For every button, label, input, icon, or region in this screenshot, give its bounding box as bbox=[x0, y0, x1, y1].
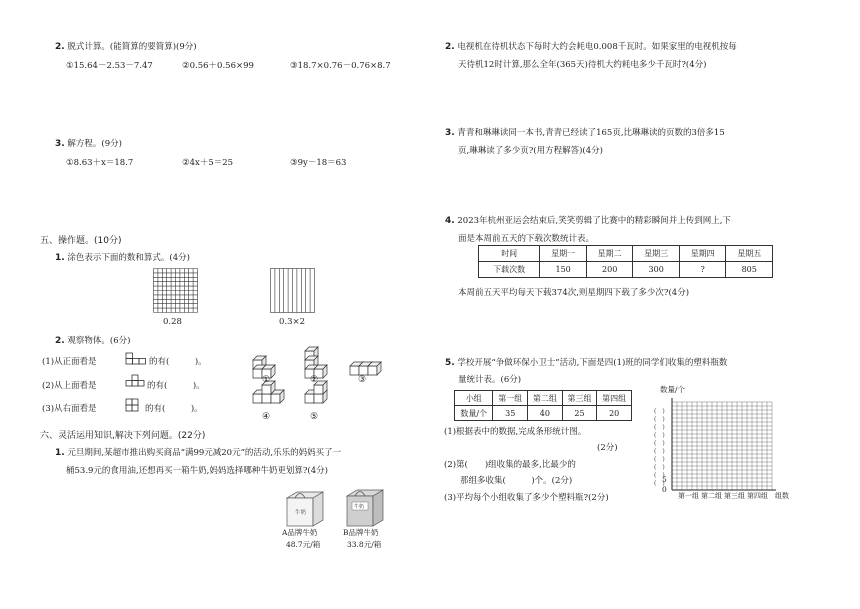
p5-line1 bbox=[445, 356, 727, 368]
table-header-cell: 小组 bbox=[455, 391, 493, 406]
q2-item-1: ①15.64－2.53－7.47 bbox=[66, 61, 153, 71]
cube-block bbox=[368, 362, 381, 375]
obs-suffix: 的有( )。 bbox=[145, 404, 203, 414]
p2-line1 bbox=[445, 40, 737, 52]
table-cell: 300 bbox=[633, 262, 680, 278]
figure-label-3: ③ bbox=[358, 375, 367, 385]
table-cell: ? bbox=[679, 262, 726, 278]
y-tick-blank: ( ) bbox=[654, 432, 665, 439]
cube-block bbox=[271, 390, 284, 403]
label-0-3x2: 0.3×2 bbox=[279, 317, 306, 327]
q3-item-1: ①8.63＋x＝18.7 bbox=[66, 158, 134, 168]
milk-box-a-icon bbox=[283, 488, 327, 528]
obs-row-2 bbox=[42, 379, 97, 391]
front-view-shape-icon bbox=[125, 352, 147, 365]
op2-header bbox=[55, 334, 130, 346]
table-header-cell: 星期二 bbox=[586, 246, 633, 262]
p5-sub2b: 那组多收集( )个。(2分) bbox=[460, 476, 573, 486]
q2-header bbox=[55, 40, 197, 52]
table-cell: 20 bbox=[597, 406, 632, 421]
obs-label: (3)从右面看是 bbox=[42, 404, 97, 414]
figure-label-4: ④ bbox=[262, 412, 271, 422]
table-cell: 数量/个 bbox=[455, 406, 493, 421]
milk-box-a-text: 牛奶 bbox=[295, 510, 307, 516]
question-text: 涂色表示下面的数和算式。(4分) bbox=[67, 253, 190, 263]
y-tick-blank: ( ) bbox=[654, 440, 665, 447]
section-5-title: 五、操作题。(10分) bbox=[40, 236, 122, 246]
figure-label-2: ② bbox=[310, 375, 319, 385]
obs-row-3 bbox=[42, 402, 97, 414]
chart-x-label-4: 第四组 bbox=[747, 492, 768, 500]
p5-sub3: (3)平均每个小组收集了多少个塑料瓶?(2分) bbox=[444, 493, 609, 503]
q2-item-2: ②0.56＋0.56×99 bbox=[182, 61, 254, 71]
question-text: 观察物体。(6分) bbox=[67, 336, 131, 346]
question-text: 电视机在待机状态下每时大约会耗电0.008千瓦时。如果家里的电视机按每 bbox=[457, 42, 737, 52]
p4-line1 bbox=[445, 214, 731, 226]
y-tick-blank: ( ) bbox=[654, 472, 665, 479]
question-number: 2. bbox=[55, 42, 65, 52]
question-number: 3. bbox=[445, 128, 455, 138]
table-header-cell: 星期一 bbox=[540, 246, 587, 262]
milk-a-name: A品牌牛奶 bbox=[282, 528, 318, 537]
table-cell: 805 bbox=[726, 262, 773, 278]
chart-x-label-2: 第二组 bbox=[701, 492, 722, 500]
table-cell: 40 bbox=[528, 406, 563, 421]
q2-item-3: ③18.7×0.76－0.76×8.7 bbox=[290, 61, 391, 71]
bar-chart-grid[interactable] bbox=[641, 396, 781, 496]
question-number: 4. bbox=[445, 216, 455, 226]
question-text: 学校开展“争做环保小卫士”活动,下面是四(1)班的同学们收集的塑料瓶数 bbox=[457, 358, 728, 368]
download-table bbox=[478, 245, 773, 278]
p3-line2: 页,琳琳读了多少页?(用方程解答)(4分) bbox=[458, 146, 603, 156]
y-tick-blank: ( ) bbox=[654, 464, 665, 471]
q3-item-2: ②4x＋5＝25 bbox=[182, 158, 234, 168]
table-cell: 下载次数 bbox=[479, 262, 540, 278]
table-header-cell: 时间 bbox=[479, 246, 540, 262]
table-header-cell: 星期三 bbox=[633, 246, 680, 262]
p4-line3: 本周前五天平均每天下载374次,则星期四下载了多少次?(4分) bbox=[458, 288, 690, 298]
question-number: 2. bbox=[445, 42, 455, 52]
y-tick-blank: ( ) bbox=[654, 448, 665, 455]
y-tick-blank: ( ) bbox=[654, 456, 665, 463]
section-6-title: 六、灵活运用知识,解决下列问题。(22分) bbox=[40, 431, 206, 441]
p4-line2: 面是本周前五天的下载次数统计表。 bbox=[458, 234, 595, 244]
q3-item-3: ③9y－18＝63 bbox=[290, 158, 347, 168]
question-text: 2023年杭州亚运会结束后,笑笑剪辑了比赛中的精彩瞬间并上传到网上,下 bbox=[457, 216, 731, 226]
p1-line2: 桶53.9元的食用油,还想再买一箱牛奶,妈妈选择哪种牛奶更划算?(4分) bbox=[66, 466, 328, 476]
figure-label-5: ⑤ bbox=[310, 412, 319, 422]
question-number: 2. bbox=[55, 336, 65, 346]
p5-sub1: (1)根据表中的数据,完成条形统计图。 bbox=[444, 427, 587, 437]
chart-y-5: 5 bbox=[662, 475, 667, 484]
milk-b-price: 33.8元/箱 bbox=[347, 540, 382, 549]
milk-a-price: 48.7元/箱 bbox=[286, 540, 321, 549]
milk-b-name: B品牌牛奶 bbox=[343, 528, 379, 537]
question-text: 脱式计算。(能简算的要简算)(9分) bbox=[67, 42, 197, 52]
q3-header bbox=[55, 137, 122, 149]
table-cell: 25 bbox=[562, 406, 597, 421]
op1-header bbox=[55, 251, 190, 263]
milk-box-b-text: 牛奶 bbox=[354, 504, 365, 510]
p3-line1 bbox=[445, 126, 725, 138]
milk-box-b-icon bbox=[343, 486, 387, 528]
question-text: 解方程。(9分) bbox=[67, 139, 122, 149]
bottle-table bbox=[454, 390, 632, 421]
table-cell: 150 bbox=[540, 262, 587, 278]
p5-line2: 量统计表。(6分) bbox=[458, 375, 522, 385]
question-number: 1. bbox=[55, 253, 65, 263]
chart-x-label-1: 第一组 bbox=[678, 492, 699, 500]
question-text: 青青和琳琳读同一本书,青青已经读了165页,比琳琳读的页数的3倍多15 bbox=[457, 128, 725, 138]
top-view-shape-icon bbox=[125, 374, 145, 387]
tenth-strips[interactable] bbox=[270, 268, 315, 313]
table-header-cell: 星期五 bbox=[726, 246, 773, 262]
table-header-cell: 第二组 bbox=[528, 391, 563, 406]
obs-label: (1)从正面看是 bbox=[42, 357, 97, 367]
obs-label: (2)从上面看是 bbox=[42, 381, 97, 391]
y-tick-blank: ( ) bbox=[654, 416, 665, 423]
obs-row-1 bbox=[42, 355, 97, 367]
table-header-cell: 第三组 bbox=[562, 391, 597, 406]
table-cell: 200 bbox=[586, 262, 633, 278]
y-tick-blank: ( ) bbox=[654, 424, 665, 431]
obs-suffix: 的有( )。 bbox=[147, 381, 205, 391]
chart-x-label-3: 第三组 bbox=[724, 492, 745, 500]
question-number: 3. bbox=[55, 139, 65, 149]
p1-line1 bbox=[55, 446, 341, 458]
y-tick-blank: ( ) bbox=[654, 480, 665, 487]
chart-y-label: 数量/个 bbox=[660, 385, 686, 394]
right-view-shape-icon bbox=[125, 398, 140, 412]
table-header-cell: 第四组 bbox=[597, 391, 632, 406]
chart-y-0: 0 bbox=[662, 485, 667, 494]
question-number: 5. bbox=[445, 358, 455, 368]
table-header-cell: 第一组 bbox=[493, 391, 528, 406]
question-number: 1. bbox=[55, 448, 65, 458]
figure-label-1: ① bbox=[262, 375, 271, 385]
y-tick-blank: ( ) bbox=[654, 408, 665, 415]
chart-x-unit: 组数 bbox=[775, 492, 789, 500]
p5-sub1-score: (2分) bbox=[597, 443, 618, 453]
label-0-28: 0.28 bbox=[163, 317, 182, 327]
p2-line2: 天待机12时计算,那么全年(365天)待机大约耗电多少千瓦时?(4分) bbox=[458, 60, 707, 70]
table-header-cell: 星期四 bbox=[679, 246, 726, 262]
question-text: 元旦期间,某超市推出购买商品“满99元减20元”的活动,乐乐的妈妈买了一 bbox=[67, 448, 342, 458]
hundred-grid[interactable] bbox=[153, 268, 198, 313]
p5-sub2a: (2)第( )组收集的最多,比最少的 bbox=[444, 460, 576, 470]
obs-suffix: 的有( )。 bbox=[149, 357, 207, 367]
table-cell: 35 bbox=[493, 406, 528, 421]
